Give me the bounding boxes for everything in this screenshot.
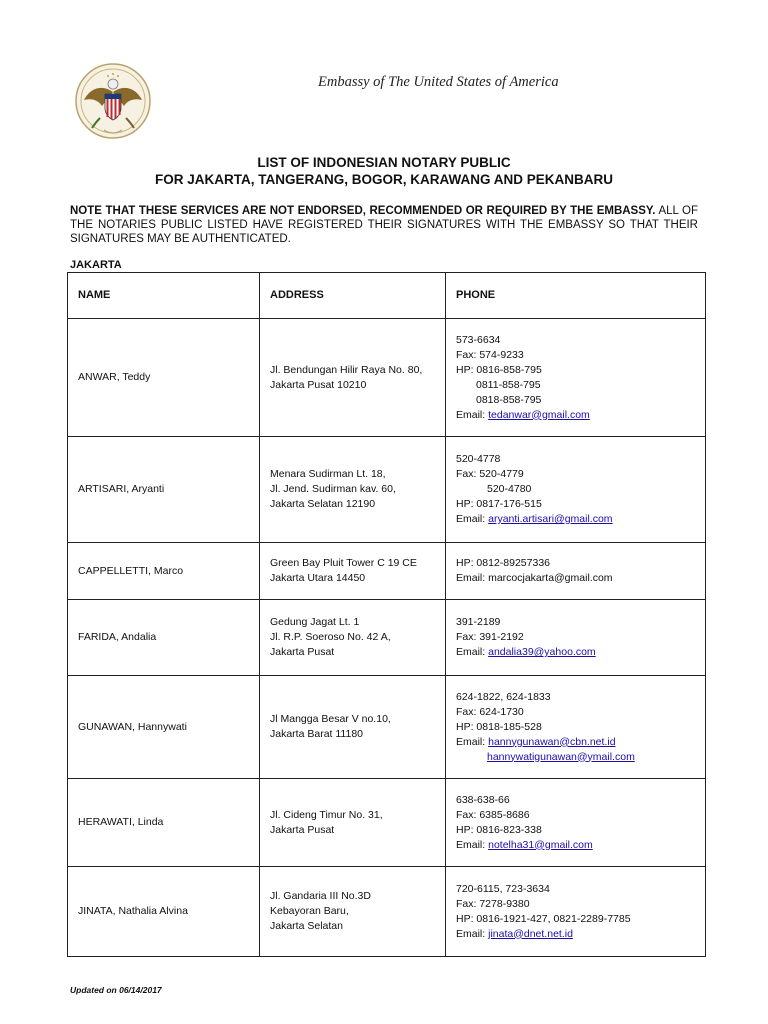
- phone-line: Fax: 7278-9380: [456, 897, 530, 910]
- table-row: [68, 779, 706, 867]
- notary-address: [260, 543, 446, 600]
- phone-line: HP: 0817-176-515: [456, 498, 542, 510]
- notary-name: CAPPELLETTI, Marco: [68, 543, 260, 600]
- notary-name: FARIDA, Andalia: [68, 600, 260, 676]
- table-header-row: [68, 273, 706, 319]
- notary-name: HERAWATI, Linda: [68, 779, 260, 867]
- notary-address: [260, 600, 446, 676]
- email-line: [456, 927, 695, 942]
- address-line: Jl. Bendungan Hilir Raya No. 80,: [270, 363, 423, 376]
- phone-line: 520-4780: [487, 483, 532, 495]
- email-line: [456, 735, 695, 750]
- phone-line: 638-638-66: [456, 793, 510, 806]
- email-label: Email:: [456, 513, 486, 525]
- notary-phone: [446, 319, 706, 437]
- email-link[interactable]: hannygunawan@cbn.net.id: [488, 735, 616, 748]
- address-line: Jakarta Selatan: [270, 920, 343, 932]
- phone-line: HP: 0816-858-795: [456, 363, 542, 376]
- address-line: Jl. Cideng Timur No. 31,: [270, 808, 383, 821]
- email-label: Email:: [456, 735, 486, 748]
- notary-address: [260, 437, 446, 543]
- notice-rest: ALL OF THE NOTARIES PUBLIC LISTED HAVE REGISTERED THEIR SIGNATURES WITH THE EMBASSY SO THAT THEIR SIGNATURES MAY BE AUTHENTICATED.: [70, 205, 699, 245]
- notary-phone: [446, 600, 706, 676]
- address-line: Jakarta Barat 11180: [270, 728, 364, 740]
- column-header-address: ADDRESS: [260, 273, 446, 319]
- email-link[interactable]: tedanwar@gmail.com: [488, 408, 590, 421]
- phone-line: 720-6115, 723-3634: [456, 882, 550, 895]
- phone-line: HP: 0812-89257336: [456, 557, 550, 569]
- notary-address: [260, 867, 446, 957]
- phone-line: HP: 0818-185-528: [456, 720, 542, 733]
- title-line-1: LIST OF INDONESIAN NOTARY PUBLIC: [257, 155, 511, 170]
- notary-phone: [446, 676, 706, 779]
- email-label: Email:: [456, 408, 486, 421]
- address-line: Jakarta Selatan 12190: [270, 498, 376, 510]
- email-link[interactable]: jinata@dnet.net.id: [488, 927, 573, 940]
- email-label: Email:: [456, 646, 486, 658]
- table-row: [68, 600, 706, 676]
- address-line: Jakarta Pusat 10210: [270, 378, 367, 391]
- phone-line: HP: 0816-823-338: [456, 823, 542, 836]
- phone-line: Fax: 6385-8686: [456, 808, 530, 821]
- email-link[interactable]: hannywatigunawan@ymail.com: [487, 750, 635, 763]
- notary-phone: [446, 779, 706, 867]
- document-title: [0, 154, 768, 188]
- email-link[interactable]: andalia39@yahoo.com: [488, 646, 596, 658]
- section-label: JAKARTA: [70, 259, 122, 271]
- phone-line: 391-2189: [456, 616, 501, 628]
- email-line: [456, 512, 695, 527]
- address-line: Jakarta Utara 14450: [270, 572, 366, 584]
- updated-date: Updated on 06/14/2017: [70, 985, 162, 995]
- notice-bold: NOTE THAT THESE SERVICES ARE NOT ENDORSED, RECOMMENDED OR REQUIRED BY THE EMBASSY.: [70, 205, 656, 217]
- address-line: Kebayoran Baru,: [270, 905, 349, 917]
- email-link[interactable]: notelha31@gmail.com: [488, 838, 593, 851]
- notary-name: JINATA, Nathalia Alvina: [68, 867, 260, 957]
- notary-address: [260, 676, 446, 779]
- phone-line: Fax: 574-9233: [456, 348, 524, 361]
- phone-line: 0811-858-795: [476, 378, 541, 391]
- address-line: Jakarta Pusat: [270, 646, 335, 658]
- email-line: [456, 408, 695, 423]
- phone-line: Fax: 624-1730: [456, 705, 524, 718]
- phone-line: Fax: 391-2192: [456, 631, 524, 643]
- email-label: Email:: [456, 927, 486, 940]
- phone-line: HP: 0816-1921-427, 0821-2289-7785: [456, 912, 631, 925]
- notary-name: GUNAWAN, Hannywati: [68, 676, 260, 779]
- address-line: Gedung Jagat Lt. 1: [270, 616, 360, 628]
- notary-table: [67, 272, 706, 957]
- notary-name: ANWAR, Teddy: [68, 319, 260, 437]
- phone-line: 0818-858-795: [476, 393, 542, 406]
- notary-phone: [446, 543, 706, 600]
- notary-name: ARTISARI, Aryanti: [68, 437, 260, 543]
- email-label: Email:: [456, 838, 486, 851]
- email-line: [456, 750, 695, 765]
- table-row: [68, 867, 706, 957]
- column-header-name: NAME: [68, 273, 260, 319]
- table-row: [68, 543, 706, 600]
- email-line: [456, 838, 695, 853]
- address-line: Jl. Jend. Sudirman kav. 60,: [270, 483, 396, 495]
- notary-address: [260, 319, 446, 437]
- phone-line: 520-4778: [456, 453, 501, 465]
- address-line: Jl Mangga Besar V no.10,: [270, 713, 391, 725]
- table-row: [68, 319, 706, 437]
- email-link[interactable]: aryanti.artisari@gmail.com: [488, 513, 613, 525]
- address-line: Jl. R.P. Soeroso No. 42 A,: [270, 631, 391, 643]
- email-line: Email: marcocjakarta@gmail.com: [456, 572, 613, 584]
- column-header-phone: PHONE: [446, 273, 706, 319]
- address-line: Green Bay Pluit Tower C 19 CE: [270, 557, 417, 569]
- address-line: Jakarta Pusat: [270, 823, 335, 836]
- notary-address: [260, 779, 446, 867]
- notary-phone: [446, 867, 706, 957]
- disclaimer-notice: [70, 204, 698, 246]
- embassy-seal-logo: [74, 62, 152, 140]
- table-row: [68, 676, 706, 779]
- embassy-title: Embassy of The United States of America: [318, 74, 559, 90]
- address-line: Jl. Gandaria III No.3D: [270, 890, 371, 902]
- table-row: [68, 437, 706, 543]
- email-line: [456, 645, 695, 660]
- title-line-2: FOR JAKARTA, TANGERANG, BOGOR, KARAWANG AND PEKANBARU: [155, 172, 613, 187]
- phone-line: Fax: 520-4779: [456, 468, 524, 480]
- phone-line: 624-1822, 624-1833: [456, 690, 551, 703]
- notary-phone: [446, 437, 706, 543]
- phone-line: 573-6634: [456, 333, 501, 346]
- address-line: Menara Sudirman Lt. 18,: [270, 468, 386, 480]
